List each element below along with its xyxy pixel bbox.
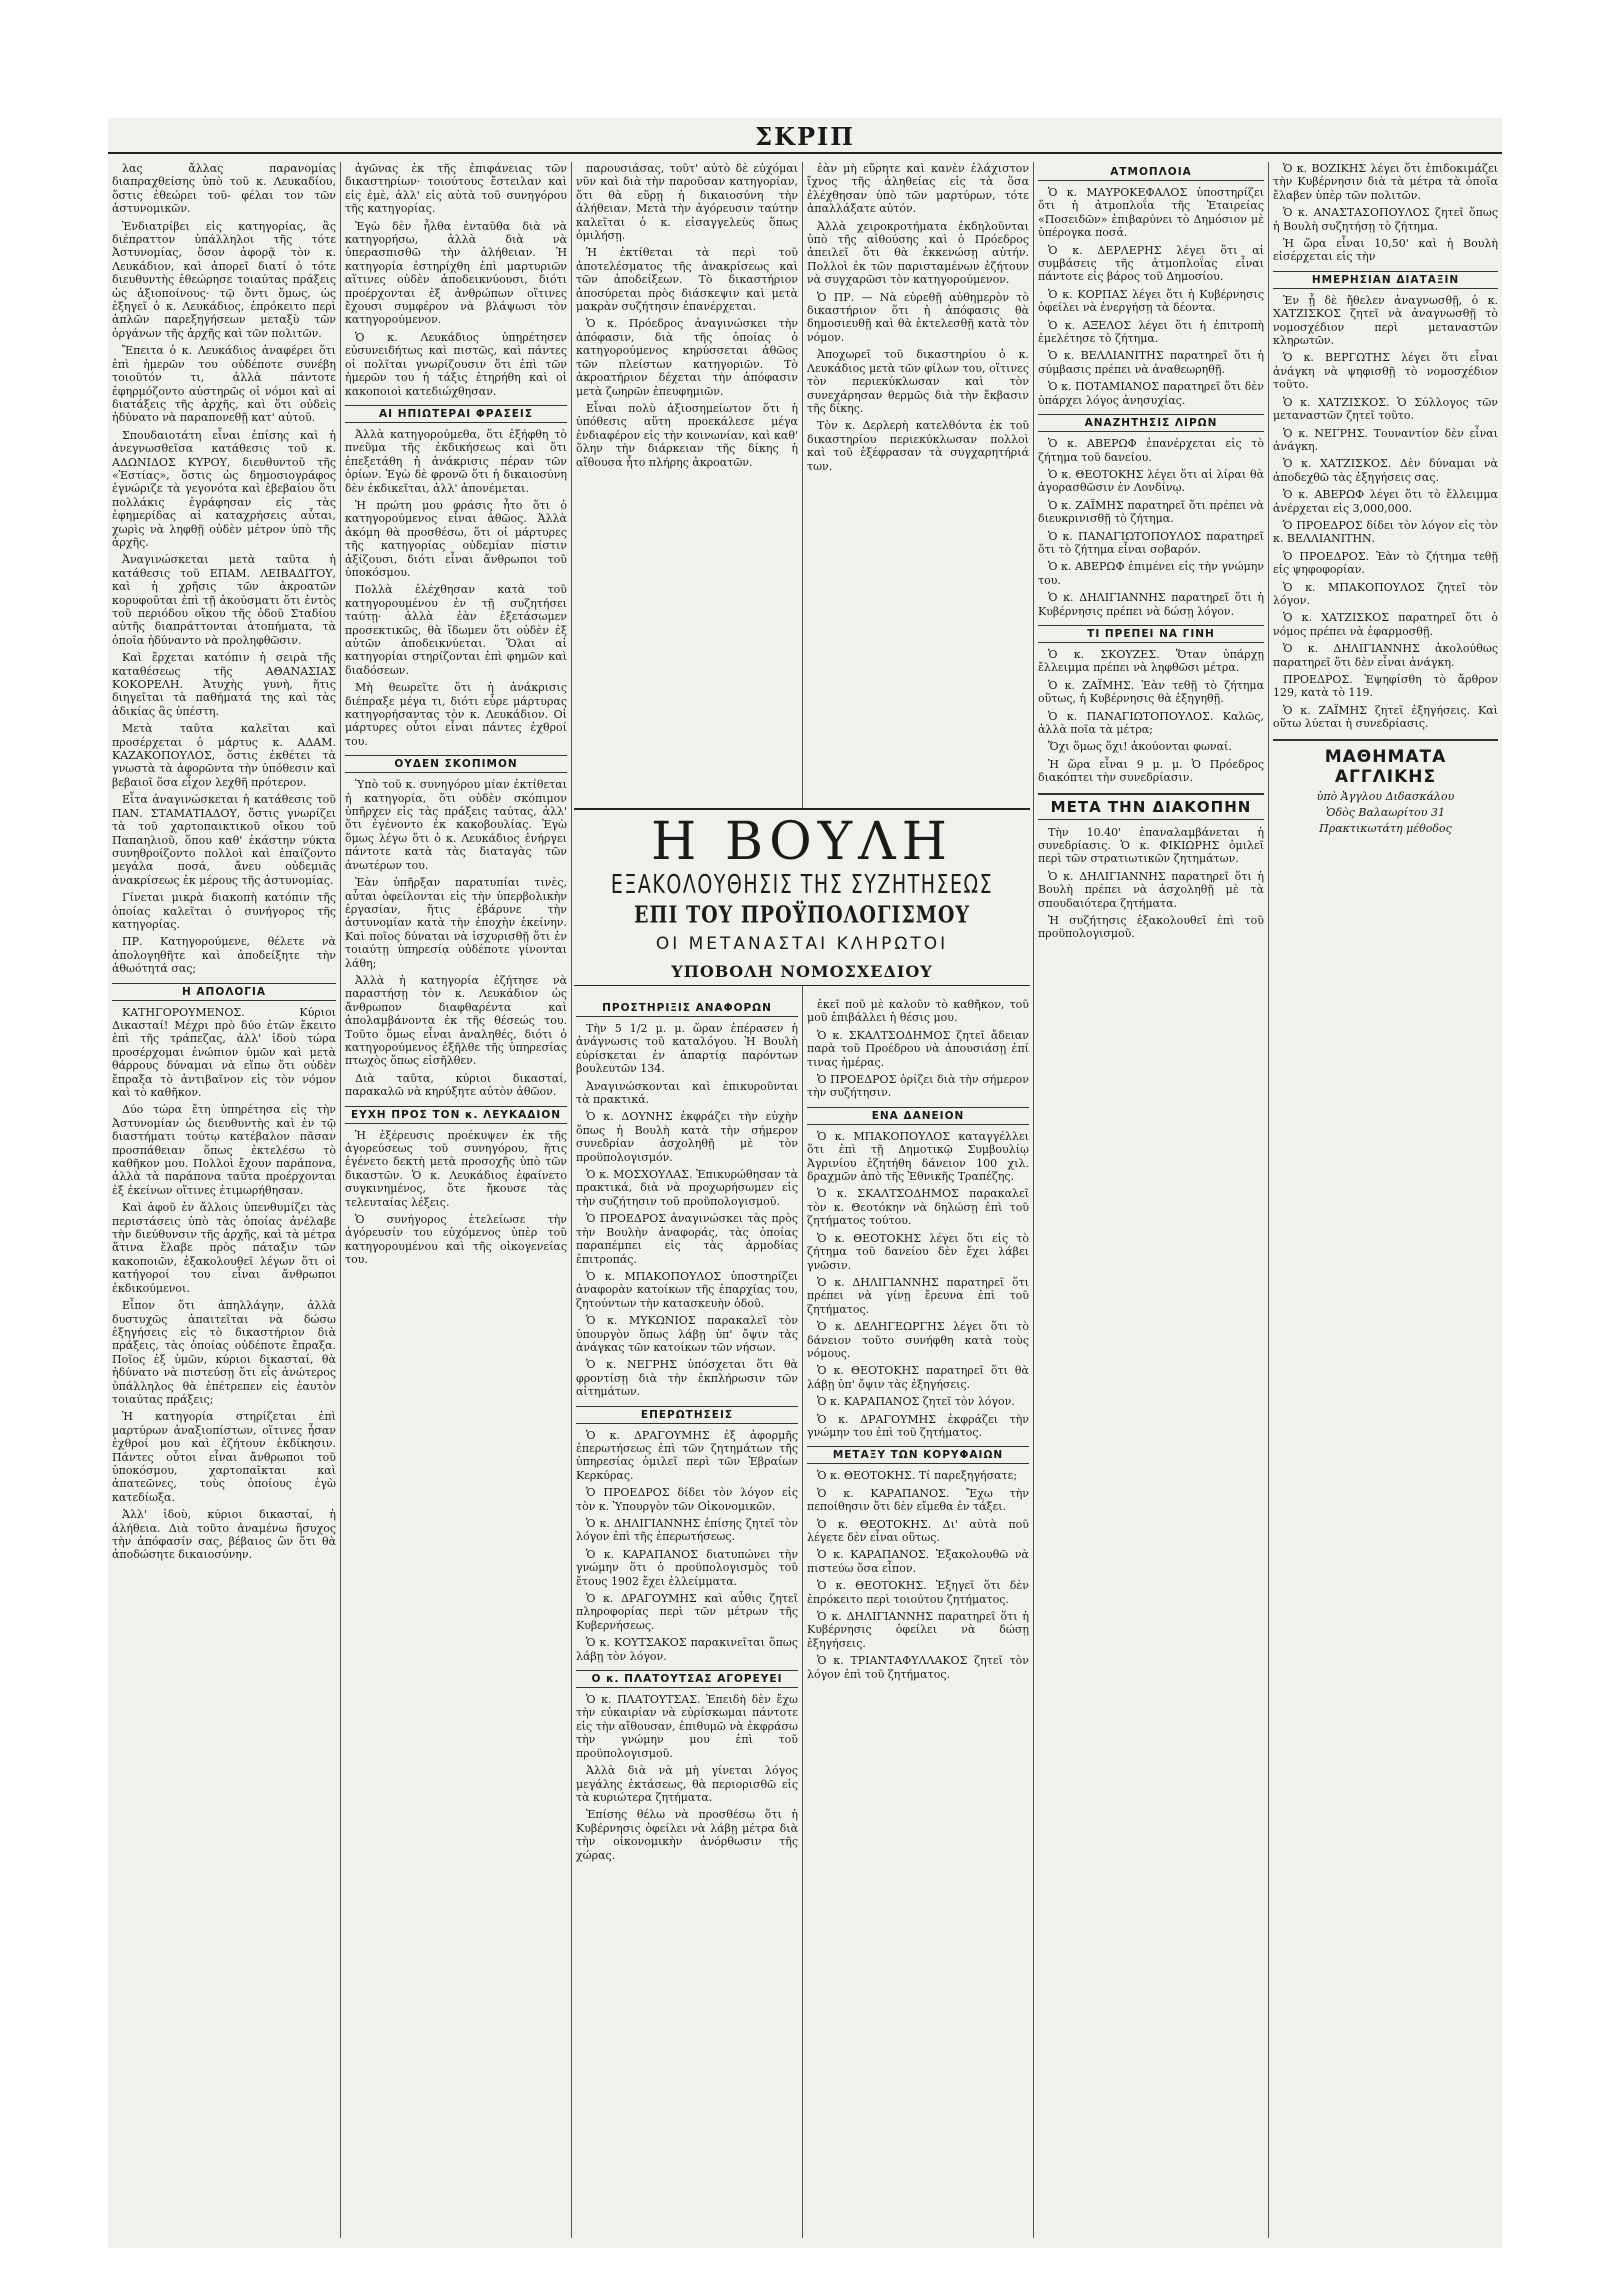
article-paragraph: Ὁ κ. ΜΠΑΚΟΠΟΥΛΟΣ ὑποστηρίζει ἀναφορὰν κατοίκων τῆς ἐπαρχίας του, ζητούντων τὴν κατασκευὴν ὁδοῦ.	[576, 1269, 798, 1310]
column-6	[1269, 162, 1502, 2238]
article-paragraph: Ὁ κ. ΒΕΡΓΩΤΗΣ λέγει ὅτι εἶναι ἀνάγκη νὰ ψηφισθῇ τὸ νομοσχέδιον τοῦτο.	[1273, 351, 1498, 392]
article-paragraph: Ὁ κ. ΔΗΛΙΓΙΑΝΝΗΣ ἀκολούθως παρατηρεῖ ὅτι δὲν εἶναι ἀνάγκη.	[1273, 642, 1498, 669]
article-paragraph: Ἐν ᾗ δὲ ἤθελεν ἀναγνωσθῇ, ὁ κ. ΧΑΤΖΙΣΚΟΣ ζητεῖ νὰ ἀναγνωσθῇ τὸ νομοσχέδιον περὶ μεταναστῶν κληρωτῶν.	[1273, 293, 1498, 348]
article-paragraph: Ὁ ΠΡ. — Νὰ εὑρεθῇ αὐθημερὸν τὸ δικαστήριον ὅτι ἡ ἀπόφασις θὰ δημοσιευθῇ καὶ θὰ ἐκτελεσθῇ κατὰ τὸν νόμον.	[807, 290, 1029, 344]
column-5	[1034, 162, 1268, 2238]
article-paragraph: Ὁ συνήγορος ἐτελείωσε τὴν ἀγόρευσίν του εὐχόμενος ὑπὲρ τοῦ κατηγορουμένου καὶ τῆς οἰκογενείας του.	[345, 1213, 567, 1267]
article-paragraph: Καὶ ἀφοῦ ἐν ἄλλοις ὑπενθυμίζει τὰς περιστάσεις ὑπὸ τὰς ὁποίας ἀνέλαβε τὴν διεύθυνσιν τῆς ἀρχῆς, καὶ τὰ μέτρα ἅτινα ἔλαβε πρὸς πάταξιν τῶν κακοποιῶν, ἐξακολουθεῖ λέγων ὅτι οἱ κατήγοροί του εἶναι ἄνθρωποι ἐκδικούμενοι.	[112, 1201, 336, 1295]
section-heading: ΑΤΜΟΠΛΟΙΑ	[1038, 164, 1264, 181]
article-paragraph: Ὁ ΠΡΟΕΔΡΟΣ ὁρίζει διὰ τὴν σήμερον τὴν συζήτησιν.	[807, 1073, 1029, 1100]
headline-main: Η ΒΟΥΛΗ	[574, 808, 1030, 872]
article-paragraph: Ὁ ΠΡΟΕΔΡΟΣ δίδει τὸν λόγον εἰς τὸν κ. Ὑπουργὸν τῶν Οἰκονομικῶν.	[576, 1486, 798, 1513]
article-paragraph: Μετὰ ταῦτα καλεῖται καὶ προσέρχεται ὁ μάρτυς κ. ΑΔΑΜ. ΚΑΖΑΚΟΠΟΥΛΟΣ, ὅστις ἐκθέτει τὰ γνωστὰ τὰ ἀφορῶντα τὴν ὑπόθεσιν καὶ βεβαιοῖ ὅσα εἶχον λεχθῆ πρότερον.	[112, 722, 336, 789]
article-paragraph: Ἀλλὰ κατηγορούμεθα, ὅτι ἐξήφθη τὸ πνεῦμα τῆς ἐκδικήσεως καὶ ὅτι ἐπεξετάθη ἡ ἀνάκρισις πέραν τῶν ὁρίων. Ἐγὼ δὲ φρονῶ ὅτι ἡ δικαιοσύνη δὲν ἐκδικεῖται, ἀλλ' ἀπονέμεται.	[345, 427, 567, 495]
article-paragraph: Ὁ κ. ΒΟΖΙΚΗΣ λέγει ὅτι ἐπιδοκιμάζει τὴν Κυβέρνησιν διὰ τὰ μέτρα τὰ ὁποῖα ἔλαβεν ὑπὲρ τῶν πολιτῶν.	[1273, 162, 1498, 202]
article-paragraph: Ἡ ἐξέρευσις προέκυψεν ἐκ τῆς ἀγορεύσεως τοῦ συνηγόρου, ἥτις ἐγένετο δεκτὴ μετὰ προσοχῆς ὑπὸ τῶν δικαστῶν. Ὁ κ. Λευκάδιος ἐφαίνετο συγκινημένος, ὅτε ἤκουσε τὰς τελευταίας λέξεις.	[345, 1128, 567, 1209]
article-paragraph: Καὶ ἔρχεται κατόπιν ἡ σειρὰ τῆς καταθέσεως τῆς ΑΘΑΝΑΣΙΑΣ ΚΟΚΟΡΕΛΗ. Ἀτυχὴς γυνὴ, ἥτις διηγεῖται τὰ παθήματά της καὶ τὰς ἀδικίας ἃς ὑπέστη.	[112, 651, 336, 718]
article-paragraph: ἐὰν μὴ εὕρητε καὶ κανὲν ἐλάχιστον ἴχνος τῆς ἀληθείας εἰς τὰ ὅσα ἐλέχθησαν ὑπὸ τῶν μαρτύρων, τότε ἀπαλλάξατε αὐτόν.	[807, 162, 1029, 216]
article-paragraph: Πολλὰ ἐλέχθησαν κατὰ τοῦ κατηγορουμένου ἐν τῇ συζητήσει ταύτῃ· ἀλλὰ ἐὰν ἐξετάσωμεν προσεκτικῶς, θὰ ἴδωμεν ὅτι οὐδὲν ἐξ αὐτῶν ἀποδεικνύεται. Ὅλαι αἱ κατηγορίαι στηρίζονται ἐπὶ φημῶν καὶ διαδόσεων.	[345, 583, 567, 677]
article-paragraph: Ὁ κ. ΝΕΓΡΗΣ ὑπόσχεται ὅτι θὰ φροντίσῃ διὰ τὴν ἐκπλήρωσιν τῶν αἰτημάτων.	[576, 1358, 798, 1399]
article-paragraph: Ὁ κ. ΚΑΡΑΠΑΝΟΣ. Ἔχω τὴν πεποίθησιν ὅτι δὲν εἴμεθα ἐν τάξει.	[807, 1486, 1029, 1514]
section-heading: ΑΝΑΖΗΤΗΣΙΣ ΛΙΡΩΝ	[1038, 414, 1264, 432]
article-paragraph: Τὴν 10.40' ἐπαναλαμβάνεται ἡ συνεδρίασις. Ὁ κ. ΦΙΚΙΩΡΗΣ ὁμιλεῖ περὶ τῶν στρατιωτικῶν ζητημάτων.	[1038, 825, 1264, 866]
article-paragraph: ΚΑΤΗΓΟΡΟΥΜΕΝΟΣ. Κύριοι Δικασταί! Μέχρι πρὸ δύο ἐτῶν ἔκειτο ἐπὶ τῆς τράπεζας, ἀλλ' ἰδοὺ τώρα προσέρχομαι ἐνώπιον ὑμῶν καὶ μετὰ θάρρους δύναμαι νὰ εἴπω ὅτι οὐδὲν ἔπραξα τὸ ἀντιβαῖνον εἰς τὸν νόμον καὶ τὸ καθῆκον.	[112, 1005, 336, 1099]
article-paragraph: Ὁ κ. ΜΠΑΚΟΠΟΥΛΟΣ ζητεῖ τὸν λόγον.	[1273, 580, 1498, 607]
article-paragraph: Ὁ κ. ΖΑΪΜΗΣ παρατηρεῖ ὅτι πρέπει νὰ διευκρινισθῇ τὸ ζήτημα.	[1038, 498, 1264, 526]
article-paragraph: ΠΡ. Κατηγορούμενε, θέλετε νὰ ἀπολογηθῆτε καὶ ἀποδείξητε τὴν ἀθωότητά σας;	[112, 935, 336, 976]
article-paragraph: Ὁ κ. ΘΕΟΤΟΚΗΣ. Τί παρεξηγήσατε;	[817, 1469, 1018, 1483]
article-paragraph: Ὁ κ. Λευκάδιος ὑπηρέτησεν εὐσυνειδήτως καὶ πιστῶς, καὶ πάντες οἱ πολῖται γνωρίζουσιν ὅτι ἐπὶ τῶν ἡμερῶν του ἡ τάξις ἐτηρήθη καὶ οἱ κακοποιοὶ κατεδιώχθησαν.	[345, 330, 567, 398]
ad-line: ὑπὸ Ἀγγλου Διδασκάλου	[1316, 789, 1455, 803]
article-paragraph: Ὁ κ. ΔΡΑΓΟΥΜΗΣ ἐξ ἀφορμῆς ἐπερωτήσεως ἐπὶ τῶν ζητημάτων τῆς ὑπηρεσίας ὁμιλεῖ περὶ τῶν Ἑβραίων Κερκύρας.	[576, 1428, 798, 1482]
article-paragraph: Ὁ κ. ΜΥΚΩΝΙΟΣ παρακαλεῖ τὸν ὑπουργὸν ὅπως λάβῃ ὑπ' ὄψιν τὰς ἀνάγκας τῶν κατοίκων τῶν νήσων.	[576, 1314, 798, 1354]
article-paragraph: Ὁ κ. ΑΝΑΣΤΑΣΟΠΟΥΛΟΣ ζητεῖ ὅπως ἡ Βουλὴ συζητήσῃ τὸ ζήτημα.	[1273, 206, 1498, 233]
article-paragraph: Ὁ κ. ΣΚΑΛΤΣΟΔΗΜΟΣ παρακαλεῖ τὸν κ. Θεοτόκην νὰ δηλώσῃ ἐπὶ τοῦ ζητήματος τούτου.	[807, 1187, 1029, 1228]
article-paragraph: Ἐπίσης θέλω νὰ προσθέσω ὅτι ἡ Κυβέρνησις ὀφείλει νὰ λάβῃ μέτρα διὰ τὴν οἰκονομικὴν ἀνόρθωσιν τῆς χώρας.	[576, 1808, 798, 1862]
section-heading: ΜΕΤΑΞΥ ΤΩΝ ΚΟΡΥΦΑΙΩΝ	[807, 1446, 1029, 1464]
article-paragraph: Ὁ κ. ΣΚΟΥΖΕΣ. Ὅταν ὑπάρχῃ ἔλλειμμα πρέπει νὰ ληφθῶσι μέτρα.	[1038, 647, 1264, 675]
article-paragraph: Ὁ κ. ΑΒΕΡΩΦ λέγει ὅτι τὸ ἔλλειμμα ἀνέρχεται εἰς 3,000,000.	[1273, 488, 1498, 515]
column-4-top	[803, 162, 1033, 802]
column-3-top	[572, 162, 802, 802]
column-2	[341, 162, 571, 2238]
article-paragraph: Ὁ κ. ΣΚΑΛΤΣΟΔΗΜΟΣ ζητεῖ ἄδειαν παρὰ τοῦ Προέδρου νὰ ἀπουσιάσῃ ἐπί τινας ἡμέρας.	[807, 1028, 1029, 1069]
article-paragraph: Γίνεται μικρὰ διακοπὴ κατόπιν τῆς ὁποίας καλεῖται ὁ συνήγορος τῆς κατηγορίας.	[112, 891, 336, 931]
article-paragraph: Ἀλλὰ ἡ κατηγορία ἐζήτησε νὰ παραστήσῃ τὸν κ. Λευκάδιον ὡς ἄνθρωπον διαφθαρέντα καὶ ἀπολαμβάνοντα ἐκ τῆς θέσεώς του. Τοῦτο ὅμως εἶναι ἀναληθές, διότι ὁ κατηγορούμενος ἐξῆλθε τῆς ὑπηρεσίας πτωχὸς ὅπως εἰσῆλθεν.	[345, 973, 567, 1068]
article-paragraph: Ἡ ὥρα εἶναι 10,50' καὶ ἡ Βουλὴ εἰσέρχεται εἰς τὴν	[1273, 237, 1498, 264]
headline-sub-4: ΥΠΟΒΟΛΗ ΝΟΜΟΣΧΕΔΙΟΥ	[574, 962, 1030, 986]
column-3	[572, 998, 802, 2238]
article-paragraph: Ὁ κ. ΖΑΪΜΗΣ ζητεῖ ἐξηγήσεις. Καὶ οὕτω λύεται ἡ συνεδρίασις.	[1273, 703, 1498, 731]
article-paragraph: Ὁ κ. ΘΕΟΤΟΚΗΣ λέγει ὅτι αἱ λίραι θὰ ἀγορασθῶσιν ἐν Λονδίνῳ.	[1038, 467, 1264, 495]
article-paragraph: Ἐνδιατρίβει εἰς κατηγορίας, ἃς διέπραττον ὑπάλληλοι τῆς τότε Ἀστυνομίας, ὅσον ἀφορᾷ τὸν κ. Λευκάδιον, καὶ ἀπορεῖ διατί ὁ τότε διευθυντὴς ἐθεώρησε τοιαύτας πράξεις ὡς ἀξιοποίνους· τῷ ὄντι ὅμως, ὡς ἐξηγεῖ ὁ κ. Λευκάδιος, ἐπρόκειτο περὶ ἁπλῶν παρεξηγήσεων μεταξὺ τῶν ὀργάνων τῆς ἀρχῆς καὶ τῶν πολιτῶν.	[112, 219, 336, 340]
column-1	[108, 162, 340, 2238]
section-heading: ΗΜΕΡΗΣΙΑΝ ΔΙΑΤΑΞΙΝ	[1273, 271, 1498, 289]
article-paragraph: Ὁ κ. ΚΑΡΑΠΑΝΟΣ διατυπώνει τὴν γνώμην ὅτι ὁ προϋπολογισμὸς τοῦ ἔτους 1902 ἔχει ἐλλείμματα.	[576, 1547, 798, 1588]
article-paragraph: Ἀλλὰ χειροκροτήματα ἐκδηλοῦνται ὑπὸ τῆς αἰθούσης καὶ ὁ Πρόεδρος ἀπειλεῖ ὅτι θὰ ἐκκενώσῃ αὐτήν. Πολλοὶ ἐκ τῶν παρισταμένων ἐζήτουν νὰ συγχαρῶσι τὸν κατηγορούμενον.	[807, 219, 1029, 287]
article-paragraph: Ὁ κ. ΠΑΝΑΓΙΩΤΟΠΟΥΛΟΣ. Καλῶς, ἀλλὰ ποῖα τὰ μέτρα;	[1038, 709, 1264, 736]
article-paragraph: Ἀποχωρεῖ τοῦ δικαστηρίου ὁ κ. Λευκάδιος μετὰ τῶν φίλων του, οἵτινες τὸν περιεκύκλωσαν καὶ τὸν συνεχάρησαν θερμῶς διὰ τὴν ἔκβασιν τῆς δίκης.	[807, 348, 1029, 415]
article-paragraph: Ὑπὸ τοῦ κ. συνηγόρου μίαν ἐκτίθεται ἡ κατηγορία, ὅτι οὐδὲν σκόπιμον ὑπῆρχεν εἰς τὰς πράξεις ταύτας, ἀλλ' ὅτι ἐγένοντο ἐκ κακοβουλίας. Ἐγὼ ὅμως λέγω ὅτι ὁ κ. Λευκάδιος ἐνήργει πάντοτε κατὰ τὰς διαταγὰς τῶν ἀνωτέρων του.	[345, 778, 567, 872]
article-paragraph: λας ἄλλας παρανομίας διαπραχθείσης ὑπὸ τοῦ κ. Λευκαδίου, ὅστις ἐθεώρει τοῦ- φέλαι τον τῶν ἀστυνομικῶν.	[112, 162, 336, 216]
article-paragraph: Τὴν 5 1/2 μ. μ. ὥραν ἐπέρασεν ἡ ἀνάγνωσις τοῦ καταλόγου. Ἡ Βουλὴ εὑρίσκεται ἐν ἀπαρτίᾳ παρόντων βουλευτῶν 134.	[576, 1022, 798, 1076]
article-paragraph: Ὁ κ. ΔΡΑΓΟΥΜΗΣ καὶ αὖθις ζητεῖ πληροφορίας περὶ τῶν μέτρων τῆς Κυβερνήσεως.	[576, 1592, 798, 1632]
article-paragraph: Ὁ κ. Πρόεδρος ἀναγινώσκει τὴν ἀπόφασιν, διὰ τῆς ὁποίας ὁ κατηγορούμενος κηρύσσεται ἀθῶος τῶν πλείστων κατηγοριῶν. Τὸ ἀκροατήριον δέχεται τὴν ἀπόφασιν μετὰ ζωηρῶν ἐπευφημιῶν.	[576, 317, 798, 398]
article-paragraph: Ἡ ἐκτίθεται τὰ περὶ τοῦ ἀποτελέσματος τῆς ἀνακρίσεως καὶ τῶν ἀποδείξεων. Τὸ δικαστήριον ἀποσύρεται πρὸς διάσκεψιν καὶ μετὰ μακρὰν συζήτησιν ἐπανέρχεται.	[576, 246, 798, 314]
article-paragraph: Εἶναι πολὺ ἀξιοσημείωτον ὅτι ἡ ὑπόθεσις αὕτη προεκάλεσε μέγα ἐνδιαφέρον εἰς τὴν κοινωνίαν, καὶ καθ' ὅλην τὴν διάρκειαν τῆς δίκης ἡ αἴθουσα ἦτο πλήρης ἀκροατῶν.	[576, 401, 798, 469]
article-paragraph: Ὁ κ. ΜΑΥΡΟΚΕΦΑΛΟΣ ὑποστηρίζει ὅτι ἡ ἀτμοπλοΐα τῆς Ἑταιρείας «Ποσειδῶν» ἐπιβαρύνει τὸ Δημόσιον μὲ ὑπέρογκα ποσά.	[1038, 186, 1264, 240]
article-paragraph: Ὁ κ. ΚΟΡΠΑΣ λέγει ὅτι ἡ Κυβέρνησις ὀφείλει νὰ ἐνεργήσῃ τὰ δέοντα.	[1038, 287, 1264, 315]
article-paragraph: παρουσιάσας, τοῦτ' αὐτὸ δὲ εὐχόμαι νῦν καὶ διὰ τὴν παροῦσαν κατηγορίαν, ὅτι θὰ εὕρῃ ἡ δικαιοσύνη τὴν ἀλήθειαν. Μετὰ τὴν ἀγόρευσιν ταύτην καλεῖται ὁ κ. εἰσαγγελεὺς ὅπως ὁμιλήσῃ.	[576, 162, 798, 243]
article-paragraph: Ὁ κ. ΧΑΤΖΙΣΚΟΣ. Δὲν δύναμαι νὰ ἀποδεχθῶ τὰς ἐξηγήσεις σας.	[1273, 457, 1498, 484]
article-paragraph: Ὁ κ. ΠΑΝΑΓΙΩΤΟΠΟΥΛΟΣ παρατηρεῖ ὅτι τὸ ζήτημα εἶναι σοβαρόν.	[1038, 529, 1264, 556]
section-heading-large: ΜΕΤΑ ΤΗΝ ΔΙΑΚΟΠΗΝ	[1038, 793, 1264, 820]
article-paragraph: Ἀναγινώσκονται καὶ ἐπικυροῦνται τὰ πρακτικά.	[576, 1079, 798, 1107]
article-paragraph: Ἐγὼ δὲν ἦλθα ἐνταῦθα διὰ νὰ κατηγορήσω, ἀλλὰ διὰ νὰ ὑπερασπισθῶ τὴν ἀλήθειαν. Ἡ κατηγορία ἐστηρίχθη ἐπὶ μαρτυριῶν αἵτινες οὐδὲν ἀποδεικνύουσι, διότι προέρχονται ἐξ ἀνθρώπων οἵτινες ἔχουσι συμφέρον νὰ βλάψωσι τὸν κατηγορούμενον.	[345, 219, 567, 327]
article-paragraph: Ὁ κ. ΧΑΤΖΙΣΚΟΣ παρατηρεῖ ὅτι ὁ νόμος πρέπει νὰ ἐφαρμοσθῇ.	[1273, 611, 1498, 638]
article-paragraph: Ὁ κ. ΔΗΛΙΓΙΑΝΝΗΣ παρατηρεῖ ὅτι ἡ Κυβέρνησις ὀφείλει νὰ δώσῃ ἐξηγήσεις.	[807, 1610, 1029, 1650]
article-paragraph: Εἶπον ὅτι ἀπηλλάγην, ἀλλὰ δυστυχῶς ἀπαιτεῖται νὰ δώσω ἐξηγήσεις εἰς τὸ δικαστήριον διὰ πράξεις, τὰς ὁποίας οὐδέποτε ἔπραξα. Ποῖος ἐξ ὑμῶν, κύριοι δικασταί, θὰ ἠδύνατο νὰ πιστεύσῃ ὅτι εἷς ἀνώτερος ὑπάλληλος θὰ ἐπέτρεπεν εἰς ἑαυτὸν τοιαύτας πράξεις;	[112, 1299, 336, 1406]
masthead-rule	[108, 152, 1502, 154]
article-paragraph: Ὁ κ. ΧΑΤΖΙΣΚΟΣ. Ὁ Σύλλογος τῶν μεταναστῶν ζητεῖ τοῦτο.	[1273, 395, 1498, 423]
article-paragraph: Ὁ ΠΡΟΕΔΡΟΣ ἀναγινώσκει τὰς πρὸς τὴν Βουλὴν ἀναφοράς, τὰς ὁποίας παραπέμπει εἰς τὰς ἁρμοδίας ἐπιτροπάς.	[576, 1212, 798, 1266]
article-paragraph: Ἡ ὥρα εἶναι 9 μ. μ. Ὁ Πρόεδρος διακόπτει τὴν συνεδρίασιν.	[1038, 757, 1264, 785]
section-heading: ΟΥΔΕΝ ΣΚΟΠΙΜΟΝ	[345, 755, 567, 773]
article-paragraph: Διὰ ταῦτα, κύριοι δικασταί, παρακαλῶ νὰ κηρύξητε αὐτὸν ἀθῶον.	[345, 1071, 567, 1099]
article-paragraph: Ἀναγινώσκεται μετὰ ταῦτα ἡ κατάθεσις τοῦ ΕΠΑΜ. ΛΕΙΒΑΔΙΤΟΥ, καὶ ἡ χρῆσις τῶν ἀκροατῶν κορυφοῦται ἐπὶ τῇ ἀκούσματι ὅτι ἐντὸς τοῦ περιόδου οἴκου τῆς ὁδοῦ Σταδίου αὐτῆς διαπράττονται ἀτοπήματα, τὰ ὁποῖα ἠδύναντο νὰ προληφθῶσιν.	[112, 553, 336, 647]
section-heading: ΤΙ ΠΡΕΠΕΙ ΝΑ ΓΙΝΗ	[1038, 625, 1264, 643]
article-paragraph: Ὁ κ. ΘΕΟΤΟΚΗΣ παρατηρεῖ ὅτι θὰ λάβῃ ὑπ' ὄψιν τὰς ἐξηγήσεις.	[807, 1364, 1029, 1391]
article-paragraph: Ὁ κ. ΠΟΤΑΜΙΑΝΟΣ παρατηρεῖ ὅτι δὲν ὑπάρχει λόγος ἀνησυχίας.	[1038, 380, 1264, 407]
article-paragraph: Ὁ κ. ΔΕΡΛΕΡΗΣ λέγει ὅτι αἱ συμβάσεις τῆς ἀτμοπλοΐας εἶναι πάντοτε εἰς βάρος τοῦ Δημοσίου.	[1038, 243, 1264, 284]
article-paragraph: Εἶτα ἀναγινώσκεται ἡ κατάθεσις τοῦ ΠΑΝ. ΣΤΑΜΑΤΙΑΔΟΥ, ὅστις γνωρίζει τὰ τοῦ χαρτοπαικτικοῦ οἴκου τοῦ Παπαηλιοῦ, ὅπου καθ' ἑκάστην νύκτα συνηθροίζοντο πολλοὶ καὶ ἐπαίζοντο μεγάλα ποσά, ἄνευ οὐδεμιᾶς ἀνακρίσεως ἐκ μέρους τῆς ἀστυνομίας.	[112, 793, 336, 887]
article-paragraph: Ὁ κ. ΔΡΑΓΟΥΜΗΣ ἐκφράζει τὴν γνώμην του ἐπὶ τοῦ ζητήματος.	[807, 1412, 1029, 1439]
article-paragraph: Ὁ κ. ΘΕΟΤΟΚΗΣ λέγει ὅτι εἰς τὸ ζήτημα τοῦ δανείου δὲν ἔχει λάβει γνῶσιν.	[807, 1231, 1029, 1272]
ad-line: Ὁδὸς Βαλαωρίτου 31	[1326, 805, 1445, 819]
ad-line: Πρακτικωτάτη μέθοδος	[1319, 821, 1452, 835]
article-paragraph: Μὴ θεωρεῖτε ὅτι ἡ ἀνάκρισις διέπραξε μέγα τι, διότι εὗρε μάρτυρας κατηγορήσαντας τὸν κ. Λευκάδιον. Οἱ μάρτυρες οὗτοι εἶναι πάντες ἐχθροί του.	[345, 681, 567, 748]
article-paragraph: Ὁ κ. ΔΕΛΗΓΕΩΡΓΗΣ λέγει ὅτι τὸ δάνειον τοῦτο συνήφθη κατὰ τοὺς νόμους.	[807, 1320, 1029, 1360]
article-paragraph: Ὁ κ. ΤΡΙΑΝΤΑΦΥΛΛΑΚΟΣ ζητεῖ τὸν λόγον ἐπὶ τοῦ ζητήματος.	[807, 1654, 1029, 1681]
headline-sub-3: ΟΙ ΜΕΤΑΝΑΣΤΑΙ ΚΛΗΡΩΤΟΙ	[655, 934, 949, 954]
article-paragraph: Ὁ κ. ΠΛΑΤΟΥΤΣΑΣ. Ἐπειδὴ δὲν ἔχω τὴν εὐκαιρίαν νὰ εὑρίσκωμαι πάντοτε εἰς τὴν αἴθουσαν, ἐπιθυμῶ νὰ ἐκφράσω τὴν γνώμην μου ἐπὶ τοῦ προϋπολογισμοῦ.	[576, 1693, 798, 1760]
article-paragraph: Ὁ κ. ΜΟΣΧΟΥΛΑΣ. Ἐπικυρώθησαν τὰ πρακτικά, διὰ νὰ προχωρήσωμεν εἰς τὴν συζήτησιν τοῦ προϋπολογισμοῦ.	[576, 1168, 798, 1208]
masthead-title: ΣΚΡΙΠ	[755, 122, 855, 151]
headline-block	[574, 808, 1030, 986]
section-heading: Ο κ. ΠΛΑΤΟΥΤΣΑΣ ΑΓΟΡΕΥΕΙ	[576, 1670, 798, 1688]
section-heading: ΑΙ ΗΠΙΩΤΕΡΑΙ ΦΡΑΣΕΙΣ	[345, 405, 567, 423]
article-paragraph: Ἐὰν ὑπῆρξαν παρατυπίαι τινὲς, αὗται ὀφείλονται εἰς τὴν ὑπερβολικὴν ἐργασίαν, ἥτις ἐβάρυνε τὴν ἀστυνομίαν κατὰ τὴν ἐποχὴν ἐκείνην. Καὶ ποῖος δύναται νὰ ἰσχυρισθῇ ὅτι ἐν τοιαύτῃ ὑπηρεσίᾳ οὐδέποτε γίνονται λάθη;	[345, 876, 567, 970]
article-paragraph: Ὁ κ. ΑΒΕΡΩΦ ἐπανέρχεται εἰς τὸ ζήτημα τοῦ δανείου.	[1038, 437, 1264, 464]
article-paragraph: Ἀλλ' ἰδοὺ, κύριοι δικασταί, ἡ ἀλήθεια. Διὰ τοῦτο ἀναμένω ἥσυχος τὴν ἀπόφασίν σας, βέβαιος ὢν ὅτι θὰ ἀποδώσητε δικαιοσύνην.	[112, 1508, 336, 1562]
article-paragraph: Ὁ κ. ΝΕΓΡΗΣ. Τουναντίον δὲν εἶναι ἀνάγκη.	[1273, 426, 1498, 453]
article-paragraph: Ὁ κ. ΔΗΛΙΓΙΑΝΝΗΣ παρατηρεῖ ὅτι πρέπει νὰ γίνῃ ἔρευνα ἐπὶ τοῦ ζητήματος.	[807, 1275, 1029, 1316]
article-paragraph: Ὁ κ. ΚΑΡΑΠΑΝΟΣ ζητεῖ τὸν λόγον.	[817, 1395, 1015, 1409]
article-paragraph: Ὁ κ. ΜΠΑΚΟΠΟΥΛΟΣ καταγγέλλει ὅτι ἐπὶ τῇ Δημοτικῷ Συμβουλίῳ Ἀγρινίου ἐζητήθη δάνειον 100 χιλ. δραχμῶν ἀπὸ τῆς Ἐθνικῆς Τραπέζης.	[807, 1129, 1029, 1184]
article-paragraph: Ὁ κ. ΚΟΥΤΣΑΚΟΣ παρακινεῖται ὅπως λάβῃ τὸν λόγον.	[576, 1636, 798, 1663]
article-paragraph: Ὁ κ. ΔΗΛΙΓΙΑΝΝΗΣ παρατηρεῖ ὅτι ἡ Κυβέρνησις πρέπει νὰ δώσῃ λόγον.	[1038, 591, 1264, 618]
column-4	[803, 998, 1033, 2238]
article-paragraph: Ὁ κ. ΚΑΡΑΠΑΝΟΣ. Ἐξακολουθῶ νὰ πιστεύω ὅσα εἶπον.	[807, 1548, 1029, 1575]
newspaper-page	[108, 118, 1502, 2248]
article-paragraph: Ὅχι ὅμως ὅχι! ἀκούονται φωναί.	[1048, 740, 1232, 754]
section-heading: Η ΑΠΟΛΟΓΙΑ	[112, 983, 336, 1001]
section-heading: ΠΡΟΣΤΗΡΙΞΙΣ ΑΝΑΦΟΡΩΝ	[576, 1000, 798, 1017]
article-paragraph: ἀγῶνας ἐκ τῆς ἐπιφάνειας τῶν δικαστηρίων· τοιούτους ἔστειλαν καὶ εἰς ἐμὲ, ἀλλ' εἰς αὐτὰ τοῦ συνηγόρου τῆς κατηγορίας.	[345, 162, 567, 216]
article-paragraph: Ὁ κ. ΔΟΥΝΗΣ ἐκφράζει τὴν εὐχὴν ὅπως ἡ Βουλὴ κατὰ τὴν σήμερον συνεδρίαν ἀσχοληθῇ μὲ τὸν προϋπολογισμόν.	[576, 1110, 798, 1164]
article-paragraph: Ὁ ΠΡΟΕΔΡΟΣ. Ἐὰν τὸ ζήτημα τεθῇ εἰς ψηφοφορίαν.	[1273, 549, 1498, 577]
article-paragraph: ΠΡΟΕΔΡΟΣ. Ἐψηφίσθη τὸ ἄρθρον 129, κατὰ τὸ 119.	[1273, 673, 1498, 700]
article-paragraph: Ἡ πρώτη μου φράσις ἦτο ὅτι ὁ κατηγορούμενος εἶναι ἀθῶος. Ἀλλὰ ἀκόμη θὰ προσθέσω, ὅτι οἱ μάρτυρες τῆς κατηγορίας οὐδεμίαν πίστιν ἀξίζουσι, διότι εἶναι ἄνθρωποι τοῦ ὑποκόσμου.	[345, 498, 567, 579]
article-paragraph: Ὁ κ. ΑΒΕΡΩΦ ἐπιμένει εἰς τὴν γνώμην του.	[1038, 560, 1264, 587]
article-paragraph: Ἡ συζήτησις ἐξακολουθεῖ ἐπὶ τοῦ προϋπολογισμοῦ.	[1038, 914, 1264, 941]
article-paragraph: Ἔπειτα ὁ κ. Λευκάδιος ἀναφέρει ὅτι ἐπὶ ἡμερῶν του οὐδέποτε συνέβη τοιοῦτόν τι, ἀλλὰ πάντοτε ἐφηρμόζοντο αὐστηρῶς οἱ νόμοι καὶ αἱ διατάξεις τῆς ἀρχῆς, καὶ ὅτι οὐδεὶς ἠδύνατο νὰ παραπονεθῇ κατ' αὐτοῦ.	[112, 344, 336, 425]
headline-sub-1: ΕΞΑΚΟΛΟΥΘΗΣΙΣ ΤΗΣ ΣΥΖΗΤΗΣΕΩΣ	[610, 870, 994, 900]
article-paragraph: Ὁ κ. ΘΕΟΤΟΚΗΣ. Δι' αὐτὰ ποῦ λέγετε δὲν εἶναι οὕτως.	[807, 1517, 1029, 1544]
article-paragraph: Ὁ κ. ΑΞΕΛΟΣ λέγει ὅτι ἡ ἐπιτροπὴ ἐμελέτησε τὸ ζήτημα.	[1038, 318, 1264, 346]
article-paragraph: Ὁ κ. ΖΑΪΜΗΣ. Ἐὰν τεθῇ τὸ ζήτημα οὕτως, ἡ Κυβέρνησις θὰ ἐξηγηθῇ.	[1038, 678, 1264, 706]
article-paragraph: Ὁ κ. ΔΗΛΙΓΙΑΝΝΗΣ παρατηρεῖ ὅτι ἡ Βουλὴ πρέπει νὰ ἀσχοληθῇ μὲ τὰ σπουδαιότερα ζητήματα.	[1038, 869, 1264, 910]
article-paragraph: Ὁ ΠΡΟΕΔΡΟΣ δίδει τὸν λόγον εἰς τὸν κ. ΒΕΛΛΙΑΝΙΤΗΝ.	[1273, 518, 1498, 546]
ad-title: ΜΑΘΗΜΑΤΑ ΑΓΓΛΙΚΗΣ	[1324, 746, 1447, 787]
advertisement	[1273, 739, 1498, 835]
article-paragraph: Τὸν κ. Δερλερὴ κατελθόντα ἐκ τοῦ δικαστηρίου περιεκύκλωσαν πολλοὶ καὶ τοῦ ἐξέφρασαν τὰ συγχαρητήριά των.	[807, 419, 1029, 473]
article-paragraph: ἐκεῖ ποῦ μὲ καλοῦν τὸ καθῆκον, τοῦ μοῦ ἐπιβάλλει ἡ θέσις μου.	[807, 998, 1029, 1025]
article-paragraph: Ὁ κ. ΘΕΟΤΟΚΗΣ. Ἐξηγεῖ ὅτι δὲν ἐπρόκειτο περὶ τοιούτου ζητήματος.	[807, 1579, 1029, 1606]
headline-sub-2: ΕΠΙ ΤΟΥ ΠΡΟΫΠΟΛΟΓΙΣΜΟΥ	[634, 901, 970, 929]
article-paragraph: Ἀλλὰ διὰ νὰ μὴ γίνεται λόγος μεγάλης ἐκτάσεως, θὰ περιορισθῶ εἰς τὰ κυριώτερα ζητήματα.	[576, 1764, 798, 1804]
section-heading: ΕΝΑ ΔΑΝΕΙΟΝ	[807, 1107, 1029, 1125]
section-heading: ΕΠΕΡΩΤΗΣΕΙΣ	[576, 1406, 798, 1424]
article-paragraph: Ὁ κ. ΒΕΛΛΙΑΝΙΤΗΣ παρατηρεῖ ὅτι ἡ σύμβασις πρέπει νὰ ἀναθεωρηθῇ.	[1038, 349, 1264, 376]
article-paragraph: Ἡ κατηγορία στηρίζεται ἐπὶ μαρτύρων ἀναξιοπίστων, οἵτινες ἦσαν ἐχθροί μου καὶ ἐζήτουν ἐκδίκησιν. Πάντες οὗτοι εἶναι ἄνθρωποι τοῦ ὑποκόσμου, χαρτοπαῖκται καὶ ἀπατεῶνες, τοὺς ὁποίους ἐγὼ κατεδίωξα.	[112, 1410, 336, 1504]
article-paragraph: Ὁ κ. ΔΗΛΙΓΙΑΝΝΗΣ ἐπίσης ζητεῖ τὸν λόγον ἐπὶ τῆς ἐπερωτήσεως.	[576, 1517, 798, 1544]
article-paragraph: Σπουδαιοτάτη εἶναι ἐπίσης καὶ ἡ ἀνεγνωσθεῖσα κατάθεσις τοῦ κ. ΑΔΩΝΙΔΟΣ ΚΥΡΟΥ, διευθυντοῦ τῆς «Ἑστίας», ὅστις ὡς δημοσιογράφος ἐγνώριζε τὰ γεγονότα καὶ ἐβεβαίου ὅτι πολλάκις ἐγράφησαν εἰς τὰς ἐφημερίδας αἱ καταχρήσεις αὗται, χωρὶς νὰ ληφθῇ οὐδὲν μέτρον ὑπὸ τῆς ἀρχῆς.	[112, 428, 336, 549]
article-paragraph: Δύο τώρα ἔτη ὑπηρέτησα εἰς τὴν Ἀστυνομίαν ὡς διευθυντὴς καὶ ἐν τῷ διαστήματι τούτῳ κατέβαλον πᾶσαν προσπάθειαν ὅπως ἐκτελέσω τὸ καθῆκον μου. Πολλοὶ ἔχουν παράπονα, ἀλλὰ τὰ παράπονα ταῦτα προέρχονται ἐξ ἐκείνων οἵτινες ἐτιμωρήθησαν.	[112, 1103, 336, 1197]
section-heading: ΕΥΧΗ ΠΡΟΣ ΤΟΝ κ. ΛΕΥΚΑΔΙΟΝ	[345, 1106, 567, 1124]
